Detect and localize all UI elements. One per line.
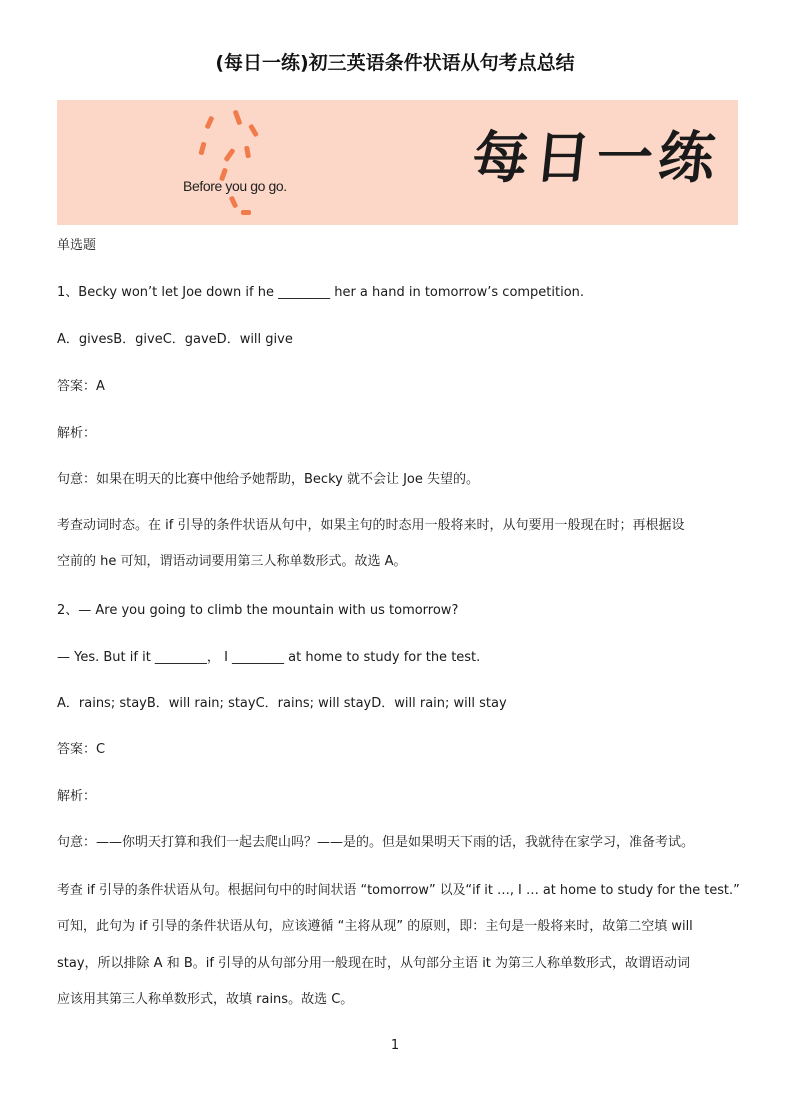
analysis-paragraph: 空前的 he 可知，谓语动词要用第三人称单数形式。故选 A。 [57,554,407,569]
decorative-dash [223,148,235,162]
document-title: (每日一练)初三英语条件状语从句考点总结 [215,52,575,74]
answer-label: 答案： [57,742,97,757]
answer-label: 答案： [57,379,97,394]
analysis-paragraph: stay，所以排除 A 和 B。if 引导的从句部分用一般现在时，从句部分主语 it 为第三人称单数形式，故谓语动词 [57,956,691,971]
banner-brush-text: 每日一练 [469,126,724,191]
decorative-dash [248,124,259,138]
decorative-dash [241,210,251,215]
decorative-dash [204,116,214,130]
answer-line [57,378,105,396]
section-title: 单选题 [57,238,97,253]
analysis-paragraph: 应该用其第三人称单数形式，故填 rains。故选 C。 [57,992,354,1007]
analysis-paragraph: 句意：如果在明天的比赛中他给予她帮助，Becky 就不会让 Joe 失望的。 [57,472,480,487]
answer-line [57,741,105,759]
banner-slogan: Before you go go. [183,178,287,194]
analysis-paragraph: 考查动词时态。在 if 引导的条件状语从句中，如果主句的时态用一般将来时，从句要用一般现在时；再根据设 [57,518,685,533]
answer-value: A [96,379,105,394]
decorative-dash [229,196,239,209]
analysis-label: 解析： [57,789,97,804]
analysis-paragraph: 句意：——你明天打算和我们一起去爬山吗？——是的。但是如果明天下雨的话，我就待在家学习，准备考试。 [57,835,695,850]
analysis-paragraph: 可知，此句为 if 引导的条件状语从句，应该遵循 “主将从现” 的原则，即：主句是一般将来时，故第二空填 will [57,919,693,934]
daily-practice-banner [57,100,738,225]
analysis-label: 解析： [57,426,97,441]
analysis-paragraph: 考查 if 引导的条件状语从句。根据问句中的时间状语 “tomorrow” 以及“if it …, I … at home to study for the test.” [57,883,740,898]
answer-value: C [96,742,106,757]
decorative-dash [198,142,206,156]
decorative-dash [244,146,251,159]
question-stem: — Yes. But if it ________， I ________ at home to study for the test. [57,650,481,665]
question-options: A．rains; stayB．will rain; stayC．rains; will stayD．will rain; will stay [57,696,507,711]
question-options: A．givesB．giveC．gaveD．will give [57,332,293,347]
page-number: 1 [390,1038,400,1053]
decorative-dash [233,110,243,126]
question-stem: 2、— Are you going to climb the mountain with us tomorrow? [57,603,459,618]
question-stem: 1、Becky won’t let Joe down if he ________ her a hand in tomorrow’s competition. [57,285,585,300]
